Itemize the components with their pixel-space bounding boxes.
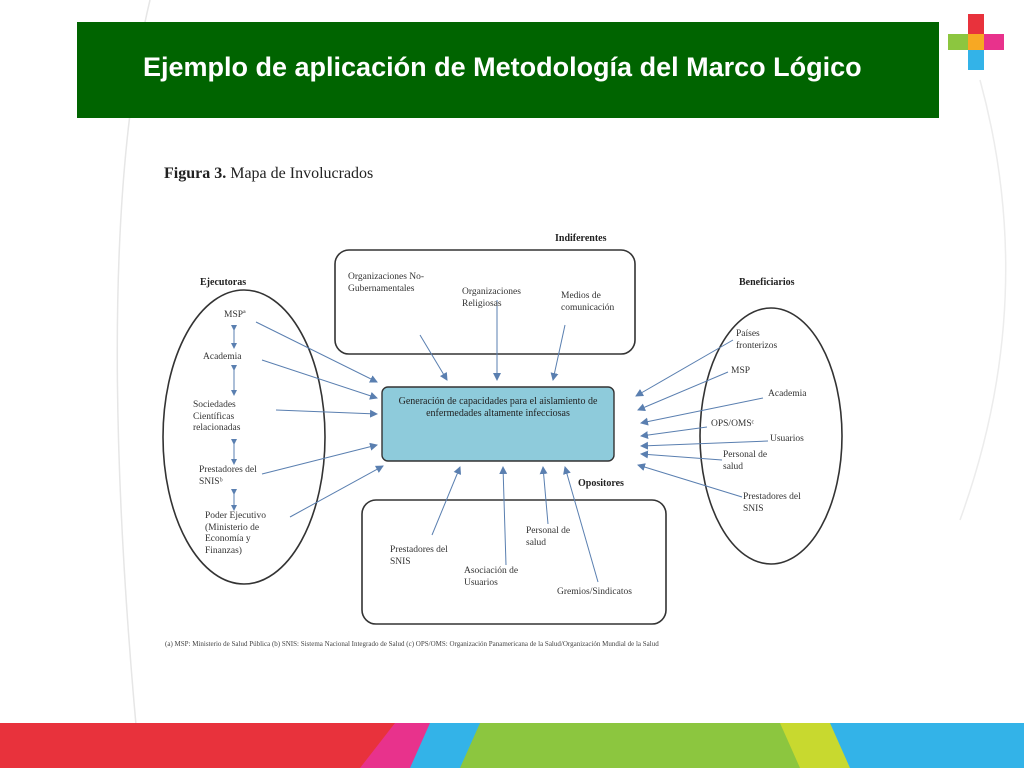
indiferentes-item: Organizaciones Religiosas bbox=[462, 287, 521, 309]
beneficiarios-item: Personal de salud bbox=[723, 450, 768, 472]
indiferentes-item: Medios de comunicación bbox=[561, 291, 615, 313]
figure-caption-title: Mapa de Involucrados bbox=[230, 165, 374, 182]
beneficiarios-item: Prestadores del SNIS bbox=[743, 492, 801, 514]
opositores-item: Prestadores del SNIS bbox=[390, 545, 448, 567]
ejecutoras-header: Ejecutoras bbox=[200, 277, 247, 288]
opositores-item: Asociación de Usuarios bbox=[464, 566, 519, 588]
ejecutoras-item: Poder Ejecutivo (Ministerio de Economía y Finanzas) bbox=[205, 511, 266, 556]
beneficiarios-item: MSP bbox=[731, 366, 751, 376]
center-box-label: Generación de capacidades para el aislamiento de enfermedades altamente infecciosas bbox=[398, 396, 598, 419]
beneficiarios-item: Usuarios bbox=[770, 434, 804, 444]
indiferentes-header: Indiferentes bbox=[555, 233, 607, 244]
figure-footnote: (a) MSP: Ministerio de Salud Pública (b) SNIS: Sistema Nacional Integrado de Salud (c) OPS/OMS: Organización Panamericana de la Salud/Organización Mundial de la Salud bbox=[165, 640, 659, 648]
beneficiarios-header: Beneficiarios bbox=[739, 277, 795, 288]
beneficiarios-item: Países fronterizos bbox=[736, 329, 778, 351]
opositores-header: Opositores bbox=[578, 478, 624, 489]
figure-caption-number: Figura 3. bbox=[164, 165, 227, 182]
ejecutoras-item: Academia bbox=[203, 352, 242, 362]
beneficiarios-item: Academia bbox=[768, 389, 807, 399]
ejecutoras-item: Prestadores del SNISᵇ bbox=[199, 465, 257, 487]
bottom-color-band bbox=[0, 723, 1024, 768]
page-title: Ejemplo de aplicación de Metodología del Marco Lógico bbox=[143, 52, 862, 82]
opositores-item: Gremios/Sindicatos bbox=[557, 587, 632, 597]
ejecutoras-item: MSPª bbox=[224, 310, 246, 320]
ejecutoras-item: Sociedades Científicas relacionadas bbox=[193, 400, 241, 433]
indiferentes-item: Organizaciones No-Gubernamentales bbox=[348, 272, 425, 294]
opositores-item: Personal de salud bbox=[526, 526, 571, 548]
beneficiarios-item: OPS/OMSᶜ bbox=[711, 419, 755, 429]
